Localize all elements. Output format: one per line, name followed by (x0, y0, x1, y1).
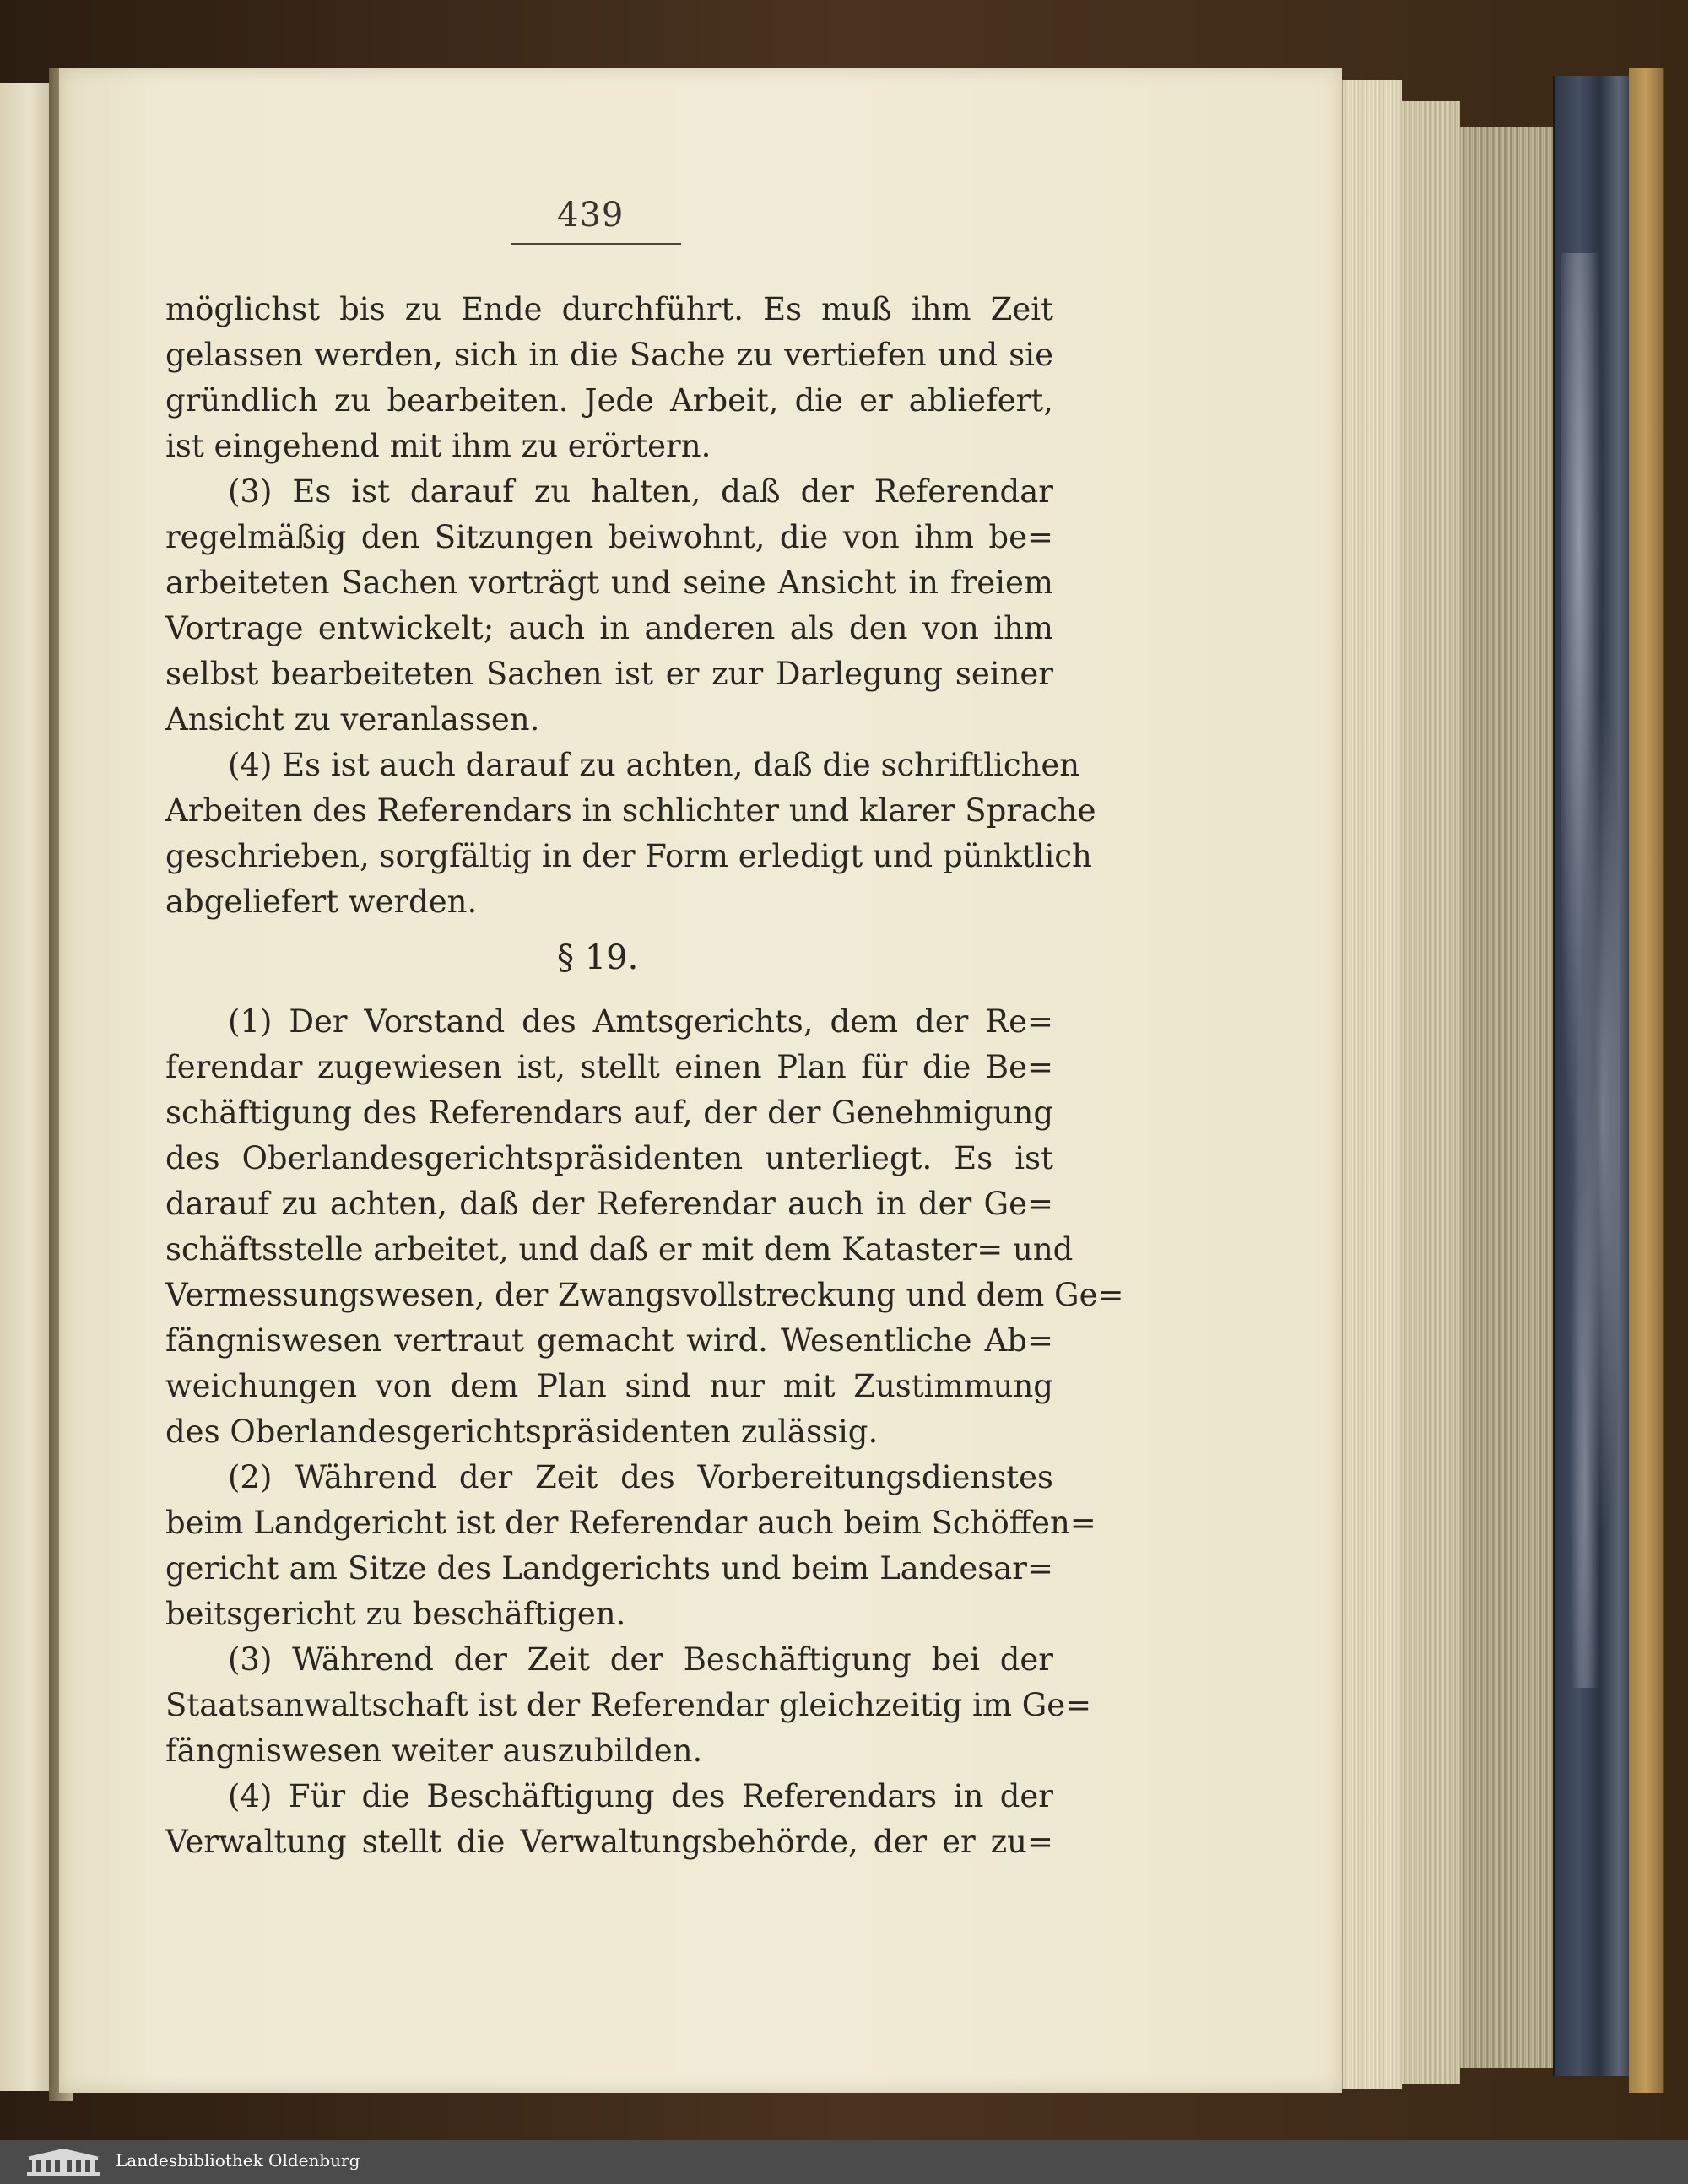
text-line: Arbeiten des Referendars in schlichter und klarer Sprache (165, 792, 1096, 829)
leather-spine-edge (1629, 68, 1664, 2093)
text-line: schäftsstelle arbeitet, und daß er mit dem Kataster= und (165, 1231, 1074, 1268)
text-line: darauf zu achten, daß der Referendar auch in der Ge= (165, 1186, 1053, 1222)
text-line: (1) Der Vorstand des Amtsgerichts, dem der Re= (228, 1003, 1053, 1040)
text-line: möglichst bis zu Ende durchführt. Es muß ihm Zeit (165, 291, 1053, 327)
text-line: des Oberlandesgerichtspräsidenten zulässig. (165, 1414, 879, 1450)
page-number: 439 (557, 196, 625, 235)
library-building-icon (24, 2147, 103, 2177)
text-line: geschrieben, sorgfältig in der Form erledigt und pünktlich (165, 838, 1092, 874)
library-name: Landesbibliothek Oldenburg (116, 2150, 360, 2170)
page-edges-stack (1342, 80, 1402, 2089)
marbled-cover-pattern (1561, 253, 1620, 1688)
text-line: (3) Während der Zeit der Beschäftigung bei der (228, 1641, 1053, 1678)
text-line: arbeiteten Sachen vorträgt und seine Ansicht in freiem (165, 565, 1053, 601)
text-line: Staatsanwaltschaft ist der Referendar gleichzeitig im Ge= (165, 1687, 1092, 1723)
text-line: gründlich zu bearbeiten. Jede Arbeit, die er abliefert, (165, 382, 1053, 419)
text-line: fängniswesen vertraut gemacht wird. Wesentliche Ab= (165, 1322, 1053, 1359)
text-line: Verwaltung stellt die Verwaltungsbehörde, der er zu= (165, 1824, 1053, 1860)
text-line: abgeliefert werden. (165, 884, 478, 920)
text-line: ist eingehend mit ihm zu erörtern. (165, 428, 711, 464)
text-line: ferendar zugewiesen ist, stellt einen Plan für die Be= (165, 1049, 1053, 1085)
text-line: regelmäßig den Sitzungen beiwohnt, die von ihm be= (165, 519, 1053, 555)
page-number-rule (511, 243, 681, 245)
previous-page-edge (0, 83, 51, 2091)
text-line: gericht am Sitze des Landgerichts und beim Landesar= (165, 1550, 1053, 1587)
text-line: (2) Während der Zeit des Vorbereitungsdienstes (228, 1459, 1053, 1495)
text-line: beim Landgericht ist der Referendar auch beim Schöffen= (165, 1505, 1096, 1541)
text-line: des Oberlandesgerichtspräsidenten unterliegt. Es ist (165, 1140, 1053, 1176)
text-line: Vermessungswesen, der Zwangsvollstreckung und dem Ge= (165, 1277, 1124, 1313)
text-line: Vortrage entwickelt; auch in anderen als den von ihm (165, 610, 1053, 646)
text-line: (4) Es ist auch darauf zu achten, daß die schriftlichen (228, 747, 1080, 783)
footer-bar (0, 2140, 1688, 2184)
section-heading: § 19. (557, 938, 639, 977)
page-edges-stack-back (1401, 101, 1460, 2084)
text-line: selbst bearbeiteten Sachen ist er zur Darlegung seiner (165, 656, 1053, 692)
text-line: fängniswesen weiter auszubilden. (165, 1733, 703, 1769)
text-line: beitsgericht zu beschäftigen. (165, 1596, 626, 1632)
text-line: Ansicht zu veranlassen. (165, 701, 540, 738)
text-line: (3) Es ist darauf zu halten, daß der Referendar (228, 473, 1053, 510)
text-line: (4) Für die Beschäftigung des Referendars in der (228, 1778, 1053, 1814)
text-line: schäftigung des Referendars auf, der der Genehmigung (165, 1095, 1053, 1131)
text-line: gelassen werden, sich in die Sache zu vertiefen und sie (165, 337, 1053, 373)
text-line: weichungen von dem Plan sind nur mit Zustimmung (165, 1368, 1053, 1404)
